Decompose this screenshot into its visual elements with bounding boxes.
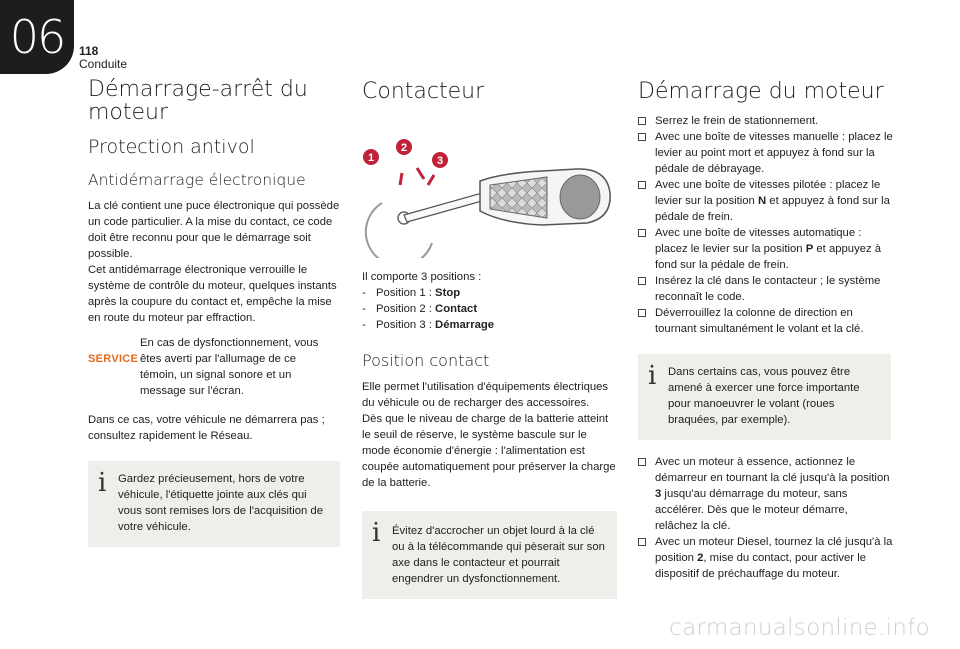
page-number: 118 <box>79 44 99 58</box>
service-warning-row <box>88 335 343 399</box>
step-item: Avec une boîte de vitesses pilotée : placez le levier sur la position N et appuyez à fond sur la pédale de frein. <box>638 177 893 225</box>
info-icon: i <box>372 518 381 548</box>
step-item: Avec un moteur Diesel, tournez la clé jusqu'à la position 2, mise du contact, pour activer le dispositif de préchauffage du moteur. <box>638 534 893 582</box>
info-icon: i <box>98 468 107 498</box>
key-button <box>560 175 600 219</box>
position-item: - Position 3 : Démarrage <box>362 317 617 333</box>
ignition-key-illustration <box>362 123 617 258</box>
key-blade <box>404 193 482 222</box>
service-warning-text: En cas de dysfonctionnement, vous êtes averti par l'allumage de ce témoin, un signal sonore et un message sur l'écran. <box>140 337 319 397</box>
position-badge-3 <box>432 152 448 168</box>
column-demarrage <box>638 78 893 582</box>
paragraph-equipements: Elle permet l'utilisation d'équipements électriques du véhicule ou de recharger des accessoires. <box>362 381 609 409</box>
engine-start-list <box>638 454 893 582</box>
start-steps-list <box>638 113 893 337</box>
position-item: - Position 2 : Contact <box>362 301 617 317</box>
chapter-tab: 06 <box>0 0 74 74</box>
heading-protection-antivol: Protection antivol <box>88 136 255 158</box>
info-box-cle <box>362 511 617 599</box>
step-item: Insérez la clé dans le contacteur ; le système reconnaît le code. <box>638 273 893 305</box>
info-icon: i <box>648 361 657 391</box>
paragraph-puce: La clé contient une puce électronique qui possède un code particulier. A la mise du contact, ce code doit être reconnu pour que le démarrage soit possible. <box>88 200 340 260</box>
positions-list <box>362 285 617 333</box>
svg-text:3: 3 <box>436 155 444 167</box>
column-contacteur <box>362 78 617 599</box>
paragraph-reseau: Dans ce cas, votre véhicule ne démarrera pas ; consultez rapidement le Réseau. <box>88 414 325 442</box>
page-title: Démarrage-arrêt du moteur <box>88 77 308 125</box>
step-item: Avec une boîte de vitesses automatique : placez le levier sur la position P et appuyez à fond sur la pédale de frein. <box>638 225 893 273</box>
step-item: Déverrouillez la colonne de direction en tournant simultanément le volant et la clé. <box>638 305 893 337</box>
position-badge-1 <box>363 149 379 165</box>
heading-contacteur: Contacteur <box>362 79 485 104</box>
svg-text:1: 1 <box>367 152 375 164</box>
heading-demarrage-moteur: Démarrage du moteur <box>638 79 884 104</box>
watermark: carmanualsonline.info <box>669 615 930 641</box>
position-badge-2 <box>396 139 412 155</box>
heading-position-contact: Position contact <box>362 351 490 370</box>
info-text: Gardez précieusement, hors de votre véhicule, l'étiquette jointe aux clés qui vous sont remises lors de l'acquisition de votre véhicule. <box>118 473 323 533</box>
position-item: - Position 1 : Stop <box>362 285 617 301</box>
section-name: Conduite <box>79 57 128 71</box>
info-box-etiquette <box>88 461 340 547</box>
positions-intro: Il comporte 3 positions : <box>362 271 482 283</box>
service-warning-icon: SERVICE <box>88 353 139 365</box>
step-item: Serrez le frein de stationnement. <box>638 113 893 129</box>
info-box-volant <box>638 354 891 440</box>
step-item: Avec une boîte de vitesses manuelle : placez le levier au point mort et appuyez à fond sur la pédale de débrayage. <box>638 129 893 177</box>
info-text: Évitez d'accrocher un objet lourd à la clé ou à la télécommande qui pèserait sur son axe dans le contacteur et pourrait engendrer un dysfonctionnement. <box>392 525 605 585</box>
info-text: Dans certains cas, vous pouvez être amené à exercer une force importante pour manoeuvrer le volant (roues braquées, par exemple). <box>668 366 860 426</box>
svg-text:2: 2 <box>400 142 408 154</box>
heading-antidemarrage: Antidémarrage électronique <box>88 171 306 189</box>
paragraph-verrouille: Cet antidémarrage électronique verrouille le système de contrôle du moteur, quelques instants après la coupure du contact et, empêche la mise en route du moteur par effraction. <box>88 264 337 324</box>
column-antivol <box>88 78 343 547</box>
paragraph-batterie: Dès que le niveau de charge de la batterie atteint le seuil de réserve, le système bascule sur le mode économie d'énergie : l'alimentation est coupée automatiquement pour préserver la charge de la batterie. <box>362 413 616 489</box>
step-item: Avec un moteur à essence, actionnez le démarreur en tournant la clé jusqu'à la position 3 jusqu'au démarrage du moteur, sans accélérer. Dès que le moteur démarre, relâchez la clé. <box>638 454 893 534</box>
